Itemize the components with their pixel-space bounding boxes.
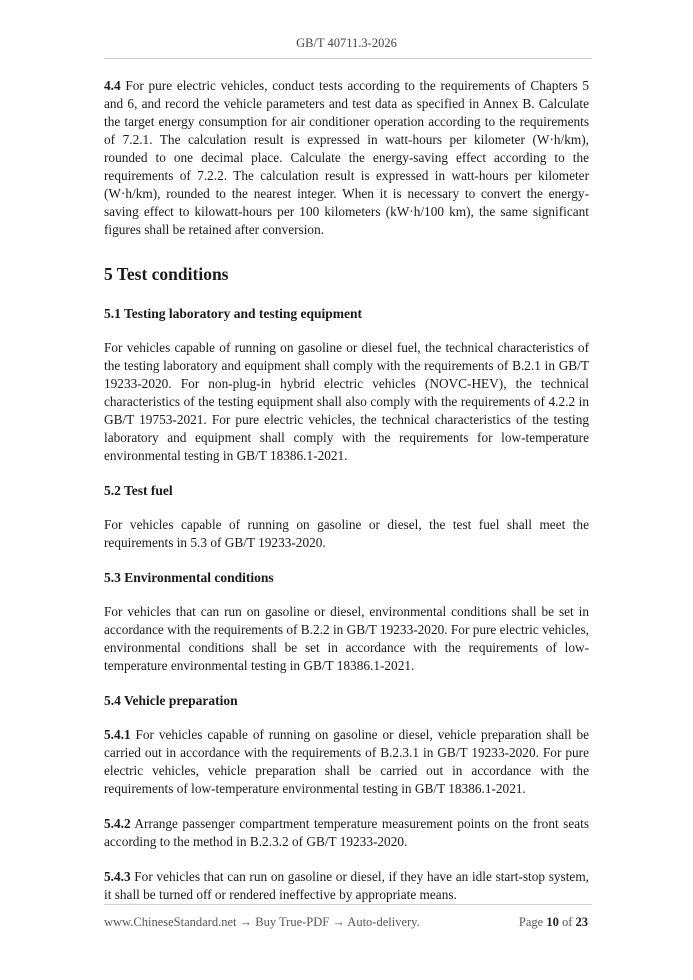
subsection-heading-5-4: 5.4 Vehicle preparation (104, 693, 238, 708)
clause-number: 5.4.2 (104, 816, 131, 831)
page-number: 10 (546, 915, 559, 929)
clause-text: Arrange passenger compartment temperature measurement points on the front seats according to the method in B.2.3.2 of GB/T 19233-2020. (104, 816, 590, 849)
page-total: 23 (575, 915, 588, 929)
page-word: Page (518, 915, 544, 929)
page-indicator (519, 915, 588, 930)
paragraph-5-1: For vehicles capable of running on gasoline or diesel fuel, the technical characteristics of the testing laboratory and equipment shall comply with the requirements of B.2.1 in GB/T 19233-2020. For non-plug-in hybrid electric vehicles (NOVC-HEV), the technical characteristics of the testing equipment shall also comply with the requirements of 4.2.2 in GB/T 19753-2021. For pure electric vehicles, the technical characteristics of the testing laboratory and equipment shall comply with the requirements for low-temperature environmental testing in GB/T 18386.1-2021. (104, 340, 589, 463)
paragraph-5-4-3 (104, 868, 589, 904)
clause-text: For vehicles that can run on gasoline or diesel, if they have an idle start-stop system, it shall be turned off or rendered ineffective by appropriate means. (104, 869, 589, 902)
subsection-heading-5-3: 5.3 Environmental conditions (104, 570, 274, 585)
of-word: of (561, 915, 573, 929)
clause-text: For vehicles capable of running on gasoline or diesel, vehicle preparation shall be carried out in accordance with the requirements of B.2.3.1 in GB/T 19233-2020. For pure electric vehicles, vehicle preparation shall be carried out in accordance with the requirements of low-temperature environmental testing in GB/T 18386.1-2021. (104, 727, 589, 796)
paragraph-5-4-1 (104, 726, 589, 798)
subsection-heading-5-2: 5.2 Test fuel (104, 483, 173, 498)
footer-site-link[interactable]: www.ChineseStandard.net → Buy True-PDF → Auto-delivery. (104, 915, 420, 929)
document-id: GB/T 40711.3-2026 (296, 36, 397, 50)
paragraph-5-2: For vehicles capable of running on gasoline or diesel, the test fuel shall meet the requirements in 5.3 of GB/T 19233-2020. (104, 517, 589, 550)
clause-number: 4.4 (104, 78, 121, 93)
page-header (0, 36, 693, 51)
clause-text: For pure electric vehicles, conduct tests according to the requirements of Chapters 5 and 6, and record the vehicle parameters and test data as specified in Annex B. Calculate the target energy consumption for air conditioner operation according to the requirements of 7.2.1. The calculation result is expressed in watt-hours per kilometer (W·h/km), rounded to one decimal place. Calculate the energy-saving effect according to the requirements of 7.2.2. The calculation result is expressed in watt-hours per kilometer (W·h/km), rounded to the nearest integer. When it is necessary to convert the energy-saving effect to kilowatt-hours per 100 kilometers (kW·h/100 km), the same significant figures shall be retained after conversion. (104, 78, 589, 237)
paragraph-5-3: For vehicles that can run on gasoline or diesel, environmental conditions shall be set in accordance with the requirements of B.2.2 in GB/T 19233-2020. For pure electric vehicles, environmental conditions shall be set in accordance with the requirements of low-temperature environmental testing in GB/T 18386.1-2021. (104, 604, 589, 673)
section-heading-5: 5 Test conditions (104, 264, 229, 284)
paragraph-4-4 (104, 77, 589, 239)
header-divider (104, 58, 592, 59)
footer-divider (104, 904, 592, 905)
clause-number: 5.4.1 (104, 727, 131, 742)
clause-number: 5.4.3 (104, 869, 131, 884)
paragraph-5-4-2 (104, 815, 589, 851)
subsection-heading-5-1: 5.1 Testing laboratory and testing equipment (104, 306, 363, 321)
page-content (104, 77, 589, 921)
